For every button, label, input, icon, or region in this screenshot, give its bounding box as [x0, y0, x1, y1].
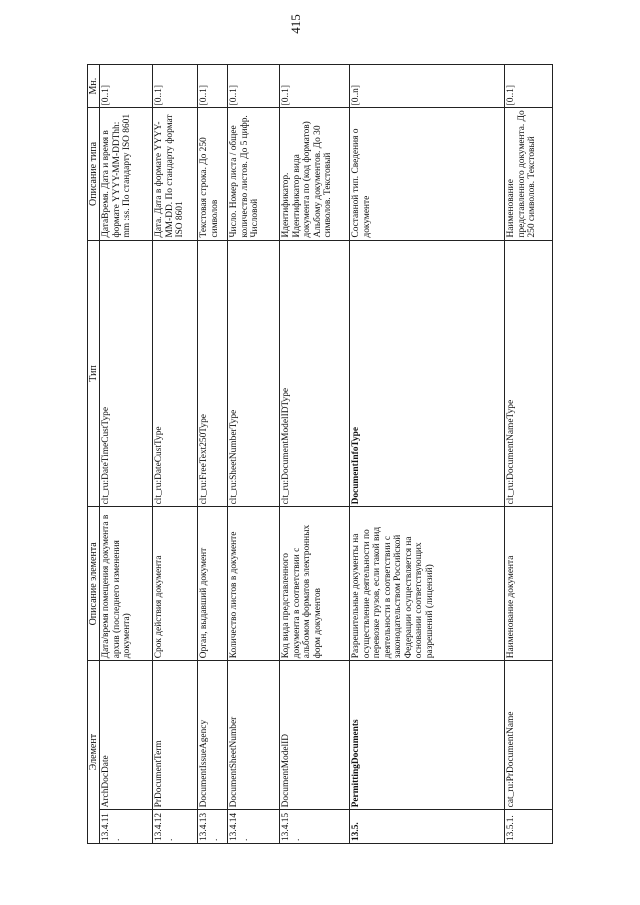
row-multiplicity: [0..1] [280, 65, 350, 108]
row-element-name: DocumentSheetNumber [228, 661, 280, 810]
row-description: Орган, выдавший документ [198, 507, 228, 661]
table-row [505, 65, 553, 844]
header-description: Описание элемента [88, 507, 100, 661]
header-multiplicity: Мн. [88, 65, 100, 108]
table-row [228, 65, 280, 844]
row-type-description: ДатаВремя. Дата и время в формате YYYY-MM-DDThh: mm :ss. По стандарту ISO 8601 [100, 108, 153, 240]
row-number: 13.5.1. [505, 810, 553, 844]
header-type-description: Описание типа [88, 108, 100, 240]
row-multiplicity: [0..1] [505, 65, 553, 108]
row-type: clt_ru:DocumentModelIDType [280, 240, 350, 507]
row-type-description: Текстовая строка. До 250 символов [198, 108, 228, 240]
elements-table [87, 64, 553, 844]
table-row [100, 65, 153, 844]
row-number: 13.4.11. [100, 810, 153, 844]
table-container [87, 64, 587, 844]
row-type: clt_ru:SheetNumberType [228, 240, 280, 507]
row-number: 13.4.15. [280, 810, 350, 844]
row-number: 13.4.14. [228, 810, 280, 844]
row-description: Срок действия документа [153, 507, 198, 661]
row-description: Количество листов в документе [228, 507, 280, 661]
row-multiplicity: [0..1] [153, 65, 198, 108]
table-row [198, 65, 228, 844]
table-header-row [88, 65, 100, 844]
row-multiplicity: [0..1] [228, 65, 280, 108]
row-number: 13.4.13. [198, 810, 228, 844]
row-type-description: Дата. Дата в формате YYYY-MM-DD. По стандарту формат ISO 8601 [153, 108, 198, 240]
row-type: clt_ru:FreeText250Type [198, 240, 228, 507]
row-element-name: PermittingDocuments [350, 661, 505, 810]
row-element-name: DocumentModelID [280, 661, 350, 810]
row-description: Код вида представленного документа в соответствии с альбомом форматов электронных форм документов [280, 507, 350, 661]
row-number: 13.4.12. [153, 810, 198, 844]
page-number: 415 [288, 14, 303, 34]
row-element-name: DocumentIssueAgency [198, 661, 228, 810]
row-number: 13.5. [350, 810, 505, 844]
row-element-name: ArchDocDate [100, 661, 153, 810]
row-type-description: Наименование представленного документа. До 250 символов. Текстовый [505, 108, 553, 240]
row-type: clt_ru:DocumentNameType [505, 240, 553, 507]
header-element: Элемент [88, 661, 100, 844]
row-type: clt_ru:DateTimeCustType [100, 240, 153, 507]
row-multiplicity: [0..n] [350, 65, 505, 108]
row-type-description: Число. Номер листа / общее количество листов. До 5 цифр. Числовой [228, 108, 280, 240]
row-type: clt_ru:DateCustType [153, 240, 198, 507]
row-description: Дата/время помещения документа в архив (последнего изменения документа) [100, 507, 153, 661]
row-type-description: Составной тип. Сведения о документе [350, 108, 505, 240]
row-description: Наименование документа [505, 507, 553, 661]
table-row [153, 65, 198, 844]
row-multiplicity: [0..1] [198, 65, 228, 108]
row-type-description: Идентификатор. Идентификатор вида документа по (код форматов) Альбому документов. До 30 символов. Текстовый [280, 108, 350, 240]
table-row [350, 65, 505, 844]
row-multiplicity: [0..1] [100, 65, 153, 108]
row-type: DocumentInfoType [350, 240, 505, 507]
table-row [280, 65, 350, 844]
row-element-name: PrDocumentTerm [153, 661, 198, 810]
header-type: Тип [88, 240, 100, 507]
row-element-name: cat_ru:PrDocumentName [505, 661, 553, 810]
row-description: Разрешительные документы на осуществление деятельности по перевозке грузов, если такой вид деятельности в соответствии с законодательством Российской Федерации осуществляется на основании соответствующих разрешений (лицензий) [350, 507, 505, 661]
